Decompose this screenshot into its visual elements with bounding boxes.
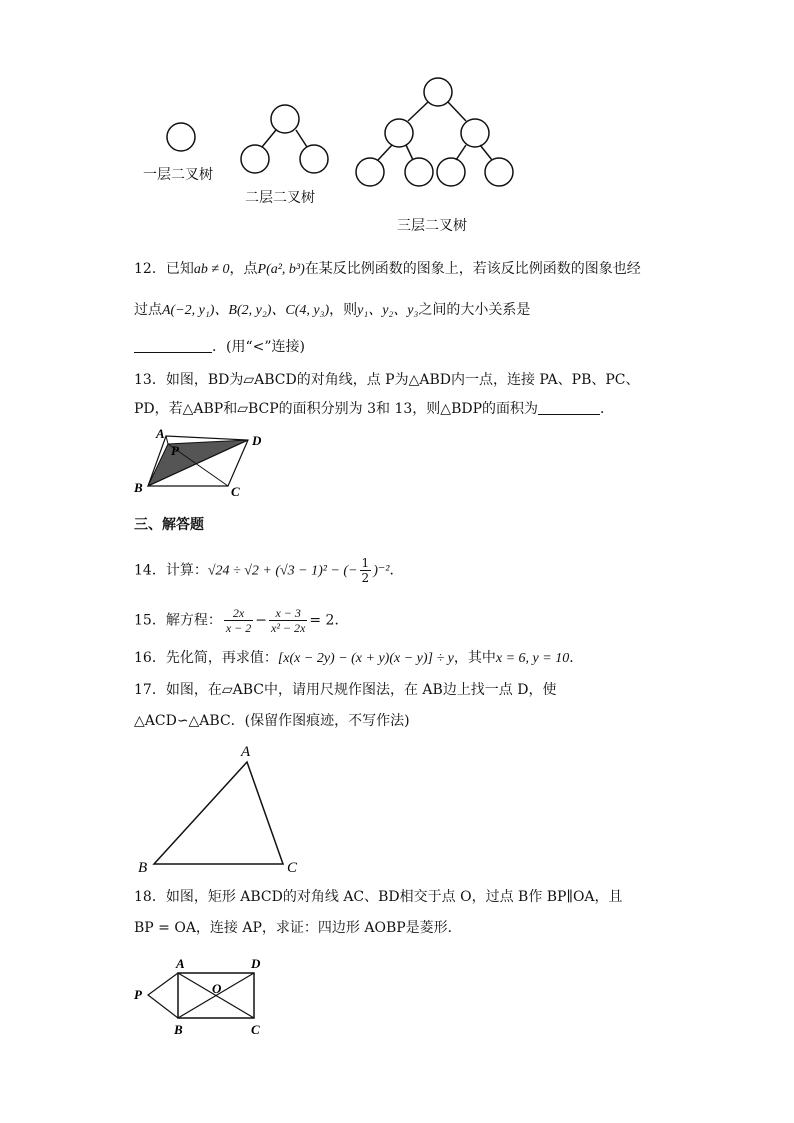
q14-expression: √24 ÷ √2 + (√3 − 1)² − (− — [207, 563, 358, 579]
q18-text: 如图，矩形 ABCD的对角线 AC、BD相交于点 O，过点 B作 BP∥OA，且 — [165, 889, 623, 905]
q18-segment-pa-pb — [148, 973, 178, 1018]
q12-text: 在某反比例函数的图象上，若该反比例函数的图象也经 — [304, 261, 641, 277]
q15-number: 15． — [134, 612, 166, 629]
q15-f1-den: x − 2 — [225, 621, 252, 635]
q18-rectangle-figure — [130, 955, 270, 1040]
q13-segment — [166, 436, 168, 444]
q12-condition: ab ≠ 0 — [193, 262, 230, 277]
tree2-node — [300, 145, 328, 173]
q12-point-p: P(a², b³) — [257, 262, 305, 277]
q14-expression-end: )⁻² — [373, 563, 390, 579]
q16-number: 16． — [134, 650, 166, 666]
tree3-node — [356, 158, 384, 186]
q14-frac-den: 2 — [361, 571, 370, 585]
tree2-node — [241, 145, 269, 173]
q15-tail: ． — [334, 612, 349, 629]
q13-label-p: P — [171, 443, 179, 458]
q15-fraction-1 — [224, 606, 253, 635]
q12-vars: y₁、y₂、y₃ — [357, 303, 419, 318]
q14-fraction — [360, 556, 372, 585]
q16-line — [134, 648, 583, 669]
tree3-node — [385, 119, 413, 147]
q15-text: 解方程： — [165, 612, 222, 629]
q13-text: PD，若△ABP和▱BCP的面积分别为 3和 13，则△BDP的面积为 — [134, 401, 538, 417]
q16-expression: [x(x − 2y) − (x + y)(x − y)] ÷ y — [277, 651, 454, 666]
q18-number: 18． — [134, 889, 166, 905]
q17-number: 17． — [134, 682, 166, 698]
q18-line1 — [134, 887, 623, 907]
q12-line3 — [134, 337, 305, 357]
q12-text: 过点 — [134, 302, 162, 318]
q15-fraction-2 — [269, 606, 307, 635]
q13-text: 如图，BD为▱ABCD的对角线，点 P为△ABD内一点，连接 PA、PB、PC、 — [165, 372, 640, 388]
q12-answer-blank[interactable] — [134, 338, 212, 353]
q18-label-c: C — [251, 1022, 260, 1037]
q16-text: 先化简，再求值： — [165, 650, 278, 666]
q15-rhs: = 2 — [309, 612, 335, 629]
q13-label-d: D — [252, 433, 262, 448]
q12-points: A(−2, y₁)、B(2, y₂)、C(4, y₃) — [162, 303, 330, 318]
tree2-node — [271, 105, 299, 133]
q14-tail: ． — [389, 562, 404, 579]
q14-frac-num: 1 — [361, 556, 370, 570]
q13-figure — [128, 424, 268, 496]
q13-answer-blank[interactable] — [538, 400, 600, 415]
q16-values: x = 6, y = 10 — [495, 651, 570, 666]
q15-f2-den: x² − 2x — [271, 621, 306, 635]
q17-label-a: A — [241, 744, 251, 760]
q18-line2 — [134, 918, 462, 938]
q12-line2 — [134, 300, 530, 321]
tree2-edge — [296, 130, 307, 147]
q18-label-p: P — [134, 987, 142, 1002]
q16-text: ，其中 — [453, 650, 496, 666]
q17-label-b: B — [138, 860, 148, 876]
q12-text: ，则 — [329, 302, 358, 318]
q17-text: △ACD∽△ABC．(保留作图痕迹，不写作法) — [134, 713, 410, 729]
q18-text: BP = OA，连接 AP，求证：四边形 AOBP是菱形． — [134, 920, 462, 936]
q18-label-o: O — [212, 981, 222, 996]
q14-line — [134, 556, 403, 585]
q12-text: 已知 — [165, 261, 194, 277]
q13-line1 — [134, 370, 640, 390]
q18-label-a: A — [176, 956, 185, 971]
q15-f2-num: x − 3 — [269, 606, 307, 621]
tree2-label: 二层二叉树 — [245, 190, 315, 206]
q12-text: ．(用“<”连接) — [212, 339, 305, 355]
tree3-edge — [456, 145, 466, 160]
tree3-node — [461, 119, 489, 147]
q14-text: 计算： — [165, 562, 208, 579]
binary-tree-figure — [0, 0, 794, 250]
q17-triangle-figure — [134, 738, 314, 878]
tree3-edge — [406, 145, 413, 160]
tree3-edge — [378, 145, 392, 160]
q17-line1 — [134, 680, 557, 700]
tree3-node — [405, 158, 433, 186]
tree3-edge — [408, 102, 428, 121]
q14-number: 14． — [134, 562, 166, 579]
tree1-node — [167, 123, 195, 151]
q17-triangle — [154, 762, 283, 864]
q17-line2 — [134, 711, 410, 731]
q13-label-a: A — [156, 426, 165, 441]
tree3-node — [437, 158, 465, 186]
q17-label-c: C — [287, 860, 298, 876]
q18-label-d: D — [251, 956, 261, 971]
tree3-node — [424, 78, 452, 106]
q17-text: 如图，在▱ABC中，请用尺规作图法，在 AB边上找一点 D，使 — [165, 682, 557, 698]
q13-label-c: C — [231, 484, 240, 496]
tree2-edge — [262, 130, 276, 147]
q13-label-b: B — [134, 480, 143, 495]
q12-text: 之间的大小关系是 — [418, 302, 531, 318]
q15-minus: − — [255, 612, 267, 629]
section-title: 三、解答题 — [134, 517, 204, 533]
q13-line2 — [134, 399, 614, 419]
tree3-label: 三层二叉树 — [397, 218, 467, 234]
q12-number: 12． — [134, 261, 166, 277]
q13-number: 13． — [134, 372, 166, 388]
tree3-edge — [448, 102, 466, 121]
q15-line — [134, 606, 348, 635]
tree3-edge — [480, 145, 492, 160]
q12-text: ，点 — [229, 261, 258, 277]
q15-f1-num: 2x — [224, 606, 253, 621]
q13-text: ． — [600, 401, 614, 417]
q18-label-b: B — [174, 1022, 183, 1037]
tree3-node — [485, 158, 513, 186]
tree1-label: 一层二叉树 — [143, 167, 213, 183]
q12-line1 — [134, 259, 641, 280]
q16-tail: ． — [569, 650, 584, 666]
